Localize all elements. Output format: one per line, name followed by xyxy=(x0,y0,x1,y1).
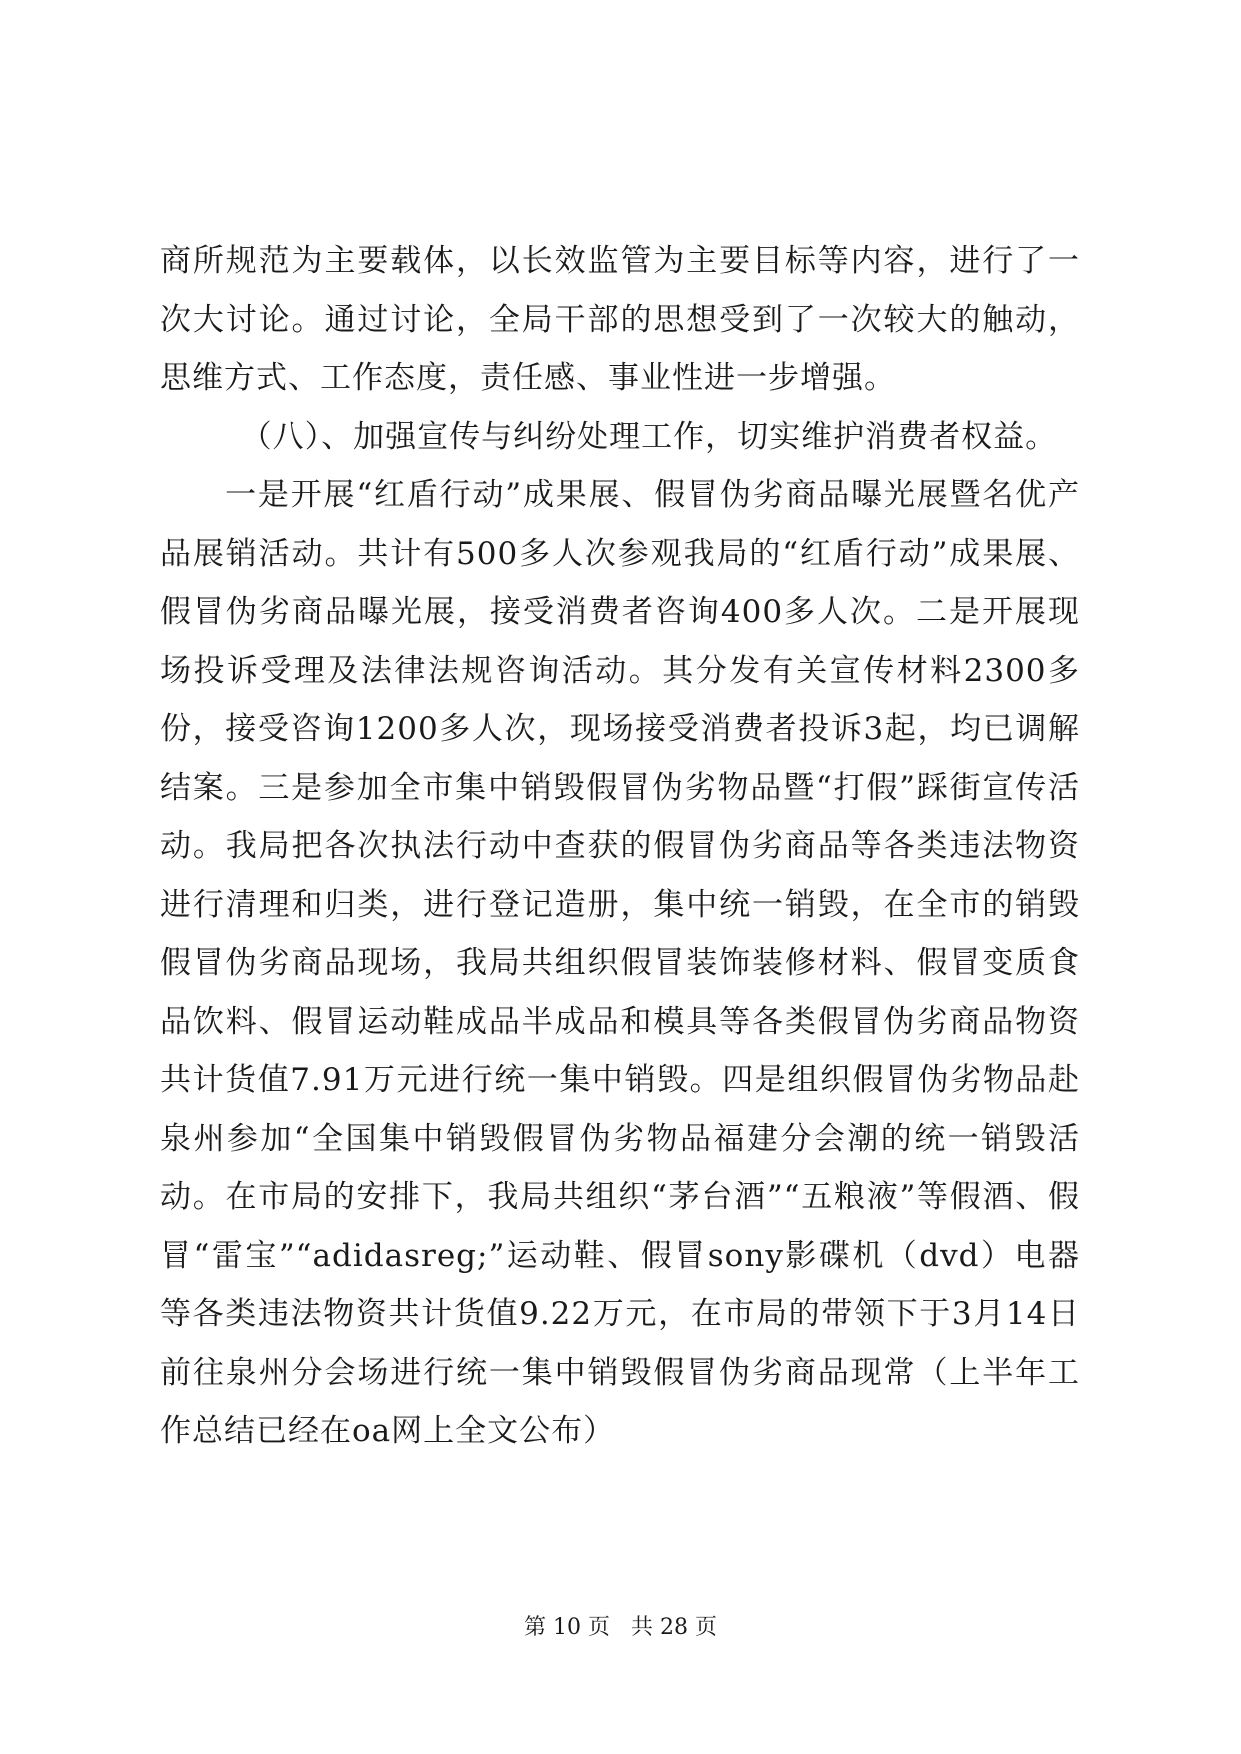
paragraph-main: 一是开展“红盾行动”成果展、假冒伪劣商品曝光展暨名优产品展销活动。共计有500多人次参观我局的“红盾行动”成果展、假冒伪劣商品曝光展，接受消费者咨询400多人次。二是开展现场投诉受理及法律法规咨询活动。其分发有关宣传材料2300多份，接受咨询1200多人次，现场接受消费者投诉3起，均已调解结案。三是参加全市集中销毁假冒伪劣物品暨“打假”踩街宣传活动。我局把各次执法行动中查获的假冒伪劣商品等各类违法物资进行清理和归类，进行登记造册，集中统一销毁，在全市的销毁假冒伪劣商品现场，我局共组织假冒装饰装修材料、假冒变质食品饮料、假冒运动鞋成品半成品和模具等各类假冒伪劣商品物资共计货值7.91万元进行统一集中销毁。四是组织假冒伪劣物品赴泉州参加“全国集中销毁假冒伪劣物品福建分会潮的统一销毁活动。在市局的安排下，我局共组织“茅台酒”“五粮液”等假酒、假冒“雷宝”“adidasreg;”运动鞋、假冒sony影碟机（dvd）电器等各类违法物资共计货值9.22万元，在市局的带领下于3月14日前往泉州分会场进行统一集中销毁假冒伪劣商品现常（上半年工作总结已经在oa网上全文公布） xyxy=(160,477,1080,1449)
page-footer xyxy=(0,1610,1241,1641)
section-heading: （八）、加强宣传与纠纷处理工作，切实维护消费者权益。 xyxy=(240,418,1058,455)
page-number: 第 10 页 xyxy=(524,1615,610,1640)
page-total: 共 28 页 xyxy=(631,1615,717,1640)
document-body xyxy=(160,232,1080,1461)
paragraph-continuation: 商所规范为主要载体，以长效监管为主要目标等内容，进行了一次大讨论。通过讨论，全局干部的思想受到了一次较大的触动，思维方式、工作态度，责任感、事业性进一步增强。 xyxy=(160,243,1080,396)
